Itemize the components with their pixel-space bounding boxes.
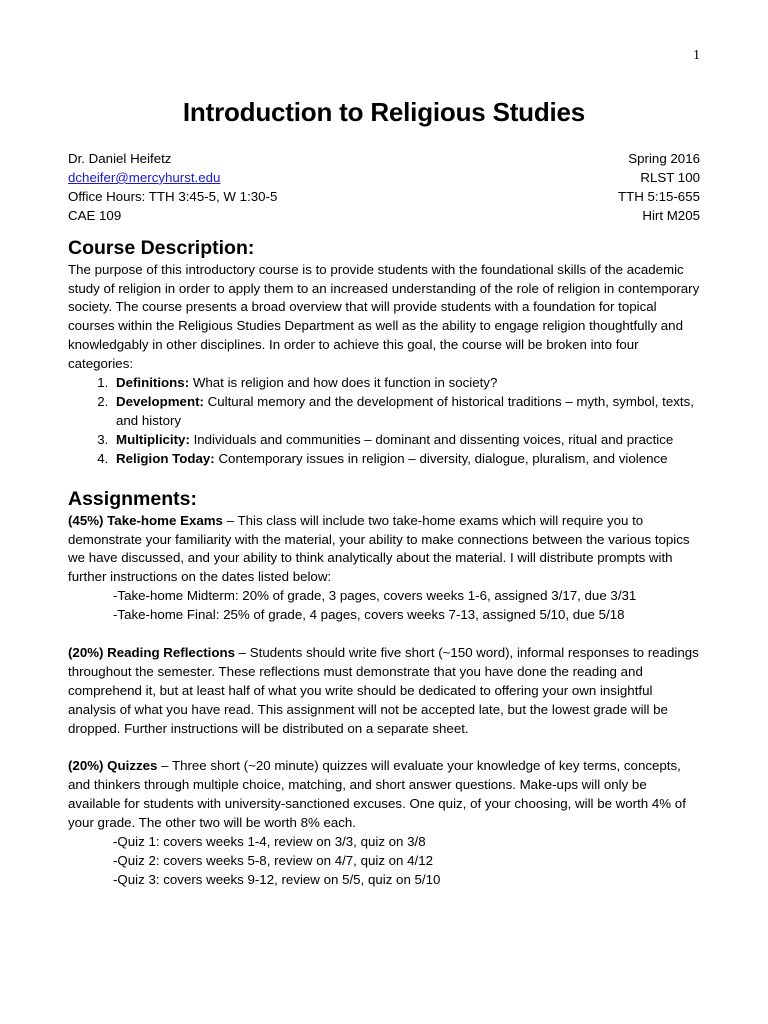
quiz-item-1: -Quiz 1: covers weeks 1-4, review on 3/3, quiz on 3/8 [113, 833, 426, 849]
quiz-item-3: -Quiz 3: covers weeks 9-12, review on 5/5, quiz on 5/10 [113, 871, 441, 887]
category-text: What is religion and how does it function in society? [189, 375, 498, 391]
category-text: Contemporary issues in religion – diversity, dialogue, pluralism, and violence [214, 450, 668, 466]
category-text: Individuals and communities – dominant and dissenting voices, ritual and practice [189, 431, 674, 447]
category-term: Development: [116, 393, 204, 409]
page-title: Introduction to Religious Studies [182, 97, 586, 127]
spacer [68, 625, 700, 644]
category-list [68, 374, 700, 469]
instructor-name: Dr. Daniel Heifetz [68, 151, 172, 166]
syllabus-content [68, 94, 700, 890]
quizzes-paragraph [68, 757, 700, 833]
category-text: Cultural memory and the development of historical traditions – myth, symbol, texts, and history [116, 393, 694, 428]
course-description-body: The purpose of this introductory course is to provide students with the foundational skills of the academic study of religion in order to apply them to an increased understanding of the role of religion in contemporary society. The course presents a broad overview that will provide students with a foundation for topical courses within the Religious Studies Department as well as the ability to engage religion thoughtfully and knowledgably in other disciplines. In order to achieve this goal, the course will be broken into four categories: [68, 261, 700, 372]
category-term: Definitions: [116, 375, 190, 391]
reflections-paragraph [68, 644, 700, 739]
list-item [112, 450, 700, 469]
term: Spring 2016 [628, 151, 700, 166]
list-item [112, 374, 700, 393]
exams-text: – This class will include two take-home exams which will require you to demonstrate your familiarity with the material, your ability to make connections between the various topics we have discussed, and your ability to think analytically about the material. I will distribute prompts with further instructions on the dates listed below: [68, 512, 690, 585]
quizzes-label: (20%) Quizzes [68, 758, 158, 774]
exams-paragraph [68, 512, 700, 588]
course-description-heading: Course Description: [68, 236, 255, 259]
meeting-time: TTH 5:15-655 [617, 188, 700, 204]
page-number: 1 [693, 48, 700, 63]
course-code: RLST 100 [640, 169, 700, 185]
reflections-label: (20%) Reading Reflections [68, 644, 235, 660]
header-row-3 [68, 188, 700, 207]
quizzes-text: – Three short (~20 minute) quizzes will evaluate your knowledge of key terms, concepts, and thinkers through multiple choice, matching, and short answer questions. Make-ups will only be available for students with university-sanctioned excuses. One quiz, of your choosing, will be worth 4% of your grade. The other two will be worth 8% each. [68, 758, 686, 831]
assignments-heading: Assignments: [68, 487, 197, 510]
header-row-2 [68, 169, 700, 188]
exams-label: (45%) Take-home Exams [68, 512, 223, 528]
header-row-1 [68, 150, 700, 169]
exam-item-midterm: -Take-home Midterm: 20% of grade, 3 pages, covers weeks 1-6, assigned 3/17, due 3/31 [113, 588, 637, 604]
list-item [112, 431, 700, 450]
list-item [112, 393, 700, 431]
exam-item-final: -Take-home Final: 25% of grade, 4 pages, covers weeks 7-13, assigned 5/10, due 5/18 [113, 607, 625, 623]
category-term: Multiplicity: [116, 431, 190, 447]
email-link[interactable]: dcheifer@mercyhurst.edu [68, 169, 221, 185]
spacer [68, 738, 700, 757]
quiz-item-2: -Quiz 2: covers weeks 5-8, review on 4/7, quiz on 4/12 [113, 852, 434, 868]
category-term: Religion Today: [116, 450, 215, 466]
reflections-text: – Students should write five short (~150 word), informal responses to readings throughout the semester. These reflections must demonstrate that you have done the reading and comprehend it, but at least half of what you write should be dedicated to offering your own insightful analysis of what you have read. This assignment will not be accepted late, but the lowest grade will be dropped. Further instructions will be distributed on a separate sheet. [68, 644, 699, 736]
classroom: Hirt M205 [642, 207, 700, 223]
office-location: CAE 109 [68, 207, 122, 223]
header-row-4 [68, 207, 700, 226]
office-hours: Office Hours: TTH 3:45-5, W 1:30-5 [68, 188, 278, 204]
